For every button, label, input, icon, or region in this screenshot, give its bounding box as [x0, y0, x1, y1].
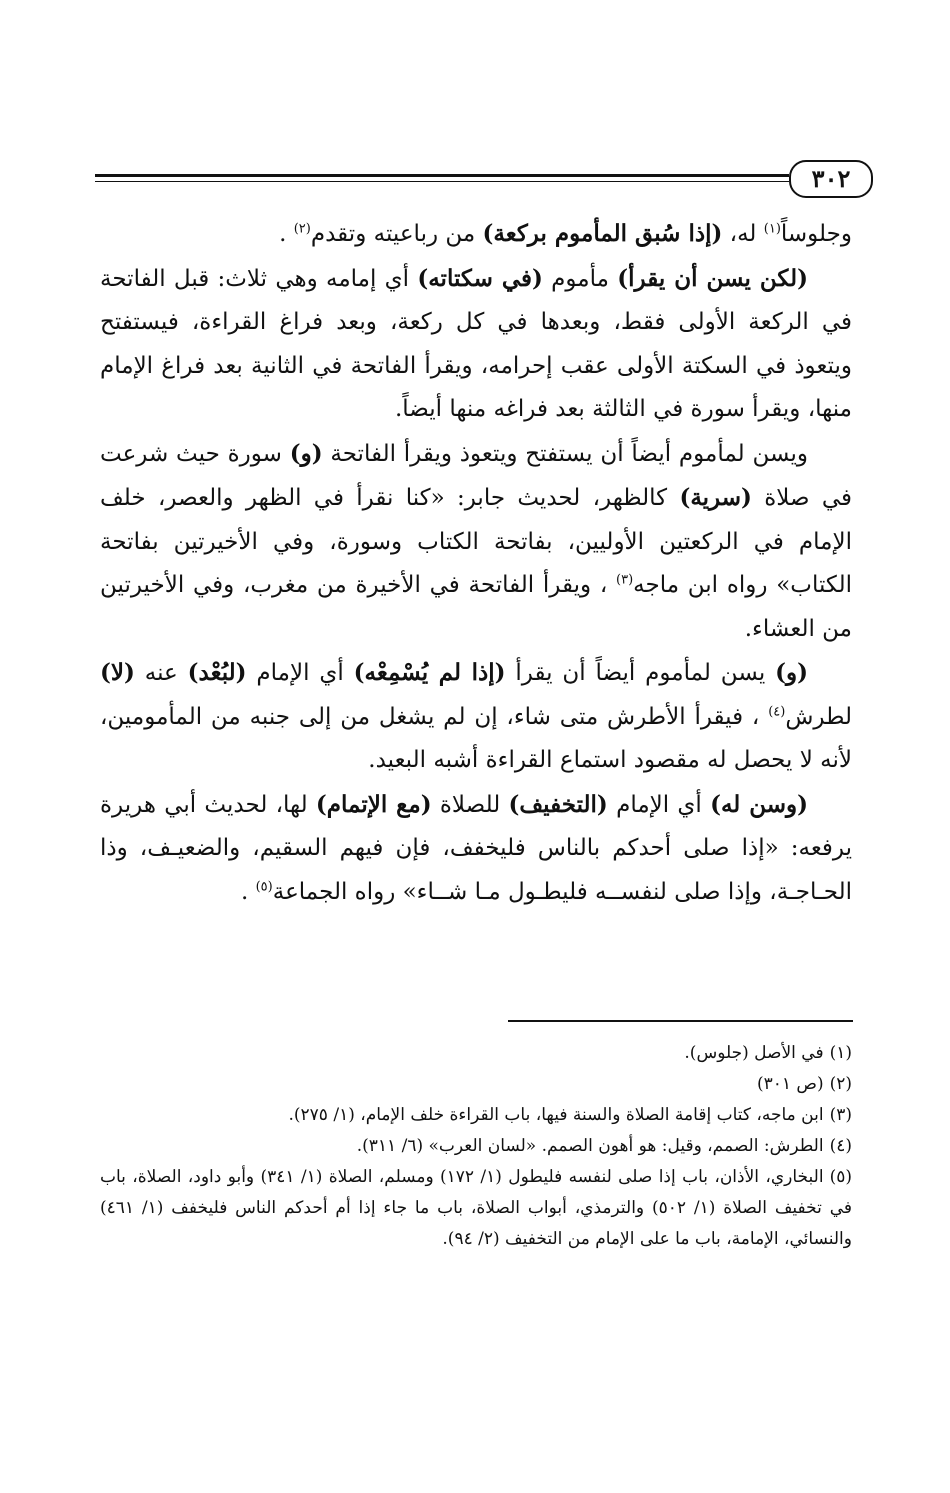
sharh-text: له،: [722, 221, 764, 247]
footnote-marker: (٢): [293, 221, 311, 237]
footnote-marker: (١): [763, 221, 781, 237]
footnote: [100, 1100, 852, 1131]
matn-text: (سرية): [679, 484, 752, 511]
footnote-text: (ص ٣٠١): [756, 1074, 824, 1094]
footnote-text: ابن ماجه، كتاب إقامة الصلاة والسنة فيها، باب القراءة خلف الإمام، (١/ ٢٧٥).: [288, 1105, 824, 1125]
sharh-text: للصلاة: [431, 791, 509, 818]
matn-text: (وسن له): [710, 790, 809, 818]
sharh-text: .: [240, 878, 256, 905]
footnote-number: (٢): [829, 1074, 852, 1094]
footnote-marker: (٤): [768, 703, 786, 719]
footnote-marker: (٣): [616, 572, 634, 588]
footnote-number: (٤): [829, 1136, 852, 1156]
sharh-text: سورة حيث شرعت في صلاة: [100, 440, 852, 511]
footnote-number: (٣): [829, 1105, 852, 1125]
footnote-separator: [508, 1020, 853, 1022]
sharh-text: مأموم: [542, 265, 618, 292]
paragraph: [100, 212, 852, 257]
footnote-marker: (٥): [255, 878, 273, 894]
footnote-number: (١): [829, 1043, 852, 1063]
sharh-text: كالظهر، لحديث جابر: «كنا نقرأ في الظهر والعصر، خلف الإمام في الركعتين الأوليين، بفاتحة الكتاب وسورة، وفي الأخيرتين بفاتحة الكتاب» رواه ابن ماجه: [100, 485, 852, 598]
matn-text: (إذا لم يُسْمِعْه): [353, 659, 506, 686]
paragraph: [100, 651, 852, 783]
header-rule-thin: [95, 181, 789, 182]
footnote-text: الطرش: الصمم، وقيل: هو أهون الصمم. «لسان العرب» (٦/ ٣١١).: [356, 1136, 824, 1156]
sharh-text: يسن لمأموم أيضاً أن يقرأ: [505, 660, 776, 686]
sharh-text: لطرش: [785, 703, 852, 730]
page-header: [95, 160, 873, 198]
sharh-text: عنه: [134, 660, 188, 686]
sharh-text: أي الإمام: [607, 791, 711, 818]
sharh-text: وجلوساً: [780, 221, 852, 247]
footnote: [100, 1038, 852, 1069]
sharh-text: من رباعيته وتقدم: [310, 221, 483, 247]
matn-text: (لكن يسن أن يقرأ): [617, 264, 808, 292]
sharh-text: ويسن لمأموم أيضاً أن يستفتح ويتعوذ ويقرأ الفاتحة: [322, 440, 808, 467]
footnote: [100, 1162, 852, 1255]
matn-text: (في سكتاته): [417, 264, 543, 292]
footnote-text: البخاري، الأذان، باب إذا صلى لنفسه فليطول (١/ ١٧٢) ومسلم، الصلاة (١/ ٣٤١) وأبو داود، الصلاة، باب في تخفيف الصلاة (١/ ٥٠٢) والترمذي، أبواب الصلاة، باب ما جاء إذا أم أحدكم الناس فليخفف (١/ ٤٦١) والنسائي، الإمامة، باب ما على الإمام من التخفيف (٢/ ٩٤).: [100, 1167, 853, 1249]
sharh-text: ، فيقرأ الأطرش متى شاء، إن لم يشغل من إلى جنبه من المأمومين، لأنه لا يحصل له مقصود استماع القراءة أشبه البعيد.: [100, 703, 852, 773]
matn-text: (إذا سُبق المأموم بركعة): [482, 220, 723, 247]
paragraph: [100, 432, 852, 652]
matn-text: (لا): [100, 659, 135, 686]
matn-text: (و): [775, 659, 808, 686]
paragraph: [100, 783, 852, 915]
footnote: [100, 1069, 852, 1100]
sharh-text: ، ويقرأ الفاتحة في الأخيرة من مغرب، وفي الأخيرتين من العشاء.: [100, 572, 852, 642]
main-text: [100, 212, 852, 914]
sharh-text: أي الإمام: [246, 660, 354, 686]
matn-text: (لبُعْد): [187, 659, 247, 686]
sharh-text: .: [279, 221, 294, 247]
page-number: ٣٠٢: [789, 160, 873, 198]
matn-text: (و): [289, 439, 323, 467]
footnotes: [100, 1038, 852, 1255]
paragraph: [100, 257, 852, 432]
matn-text: (التخفيف): [508, 790, 608, 818]
footnote-text: في الأصل (جلوس).: [684, 1043, 824, 1063]
footnote: [100, 1131, 852, 1162]
header-rule: [95, 174, 789, 177]
footnote-number: (٥): [829, 1167, 852, 1187]
sharh-text: لها، لحديث أبي هريرة يرفعه: «إذا صلى أحدكم بالناس فليخفف، فإن فيهم السقيم، والضعيـف، وذا الحـاجـة، وإذا صلى لنفســه فليطـول مـا شــاء» رواه الجماعة: [100, 791, 852, 905]
sharh-text: أي إمامه وهي ثلاث: قبل الفاتحة في الركعة الأولى فقط، وبعدها في كل ركعة، وبعد فراغ القراءة، فيستفتح ويتعوذ في السكتة الأولى عقب إحرامه، ويقرأ الفاتحة في الثانية بعد فراغ الإمام منها، ويقرأ سورة في الثالثة بعد فراغه منها أيضاً.: [100, 265, 852, 422]
matn-text: (مع الإتمام): [315, 790, 432, 818]
